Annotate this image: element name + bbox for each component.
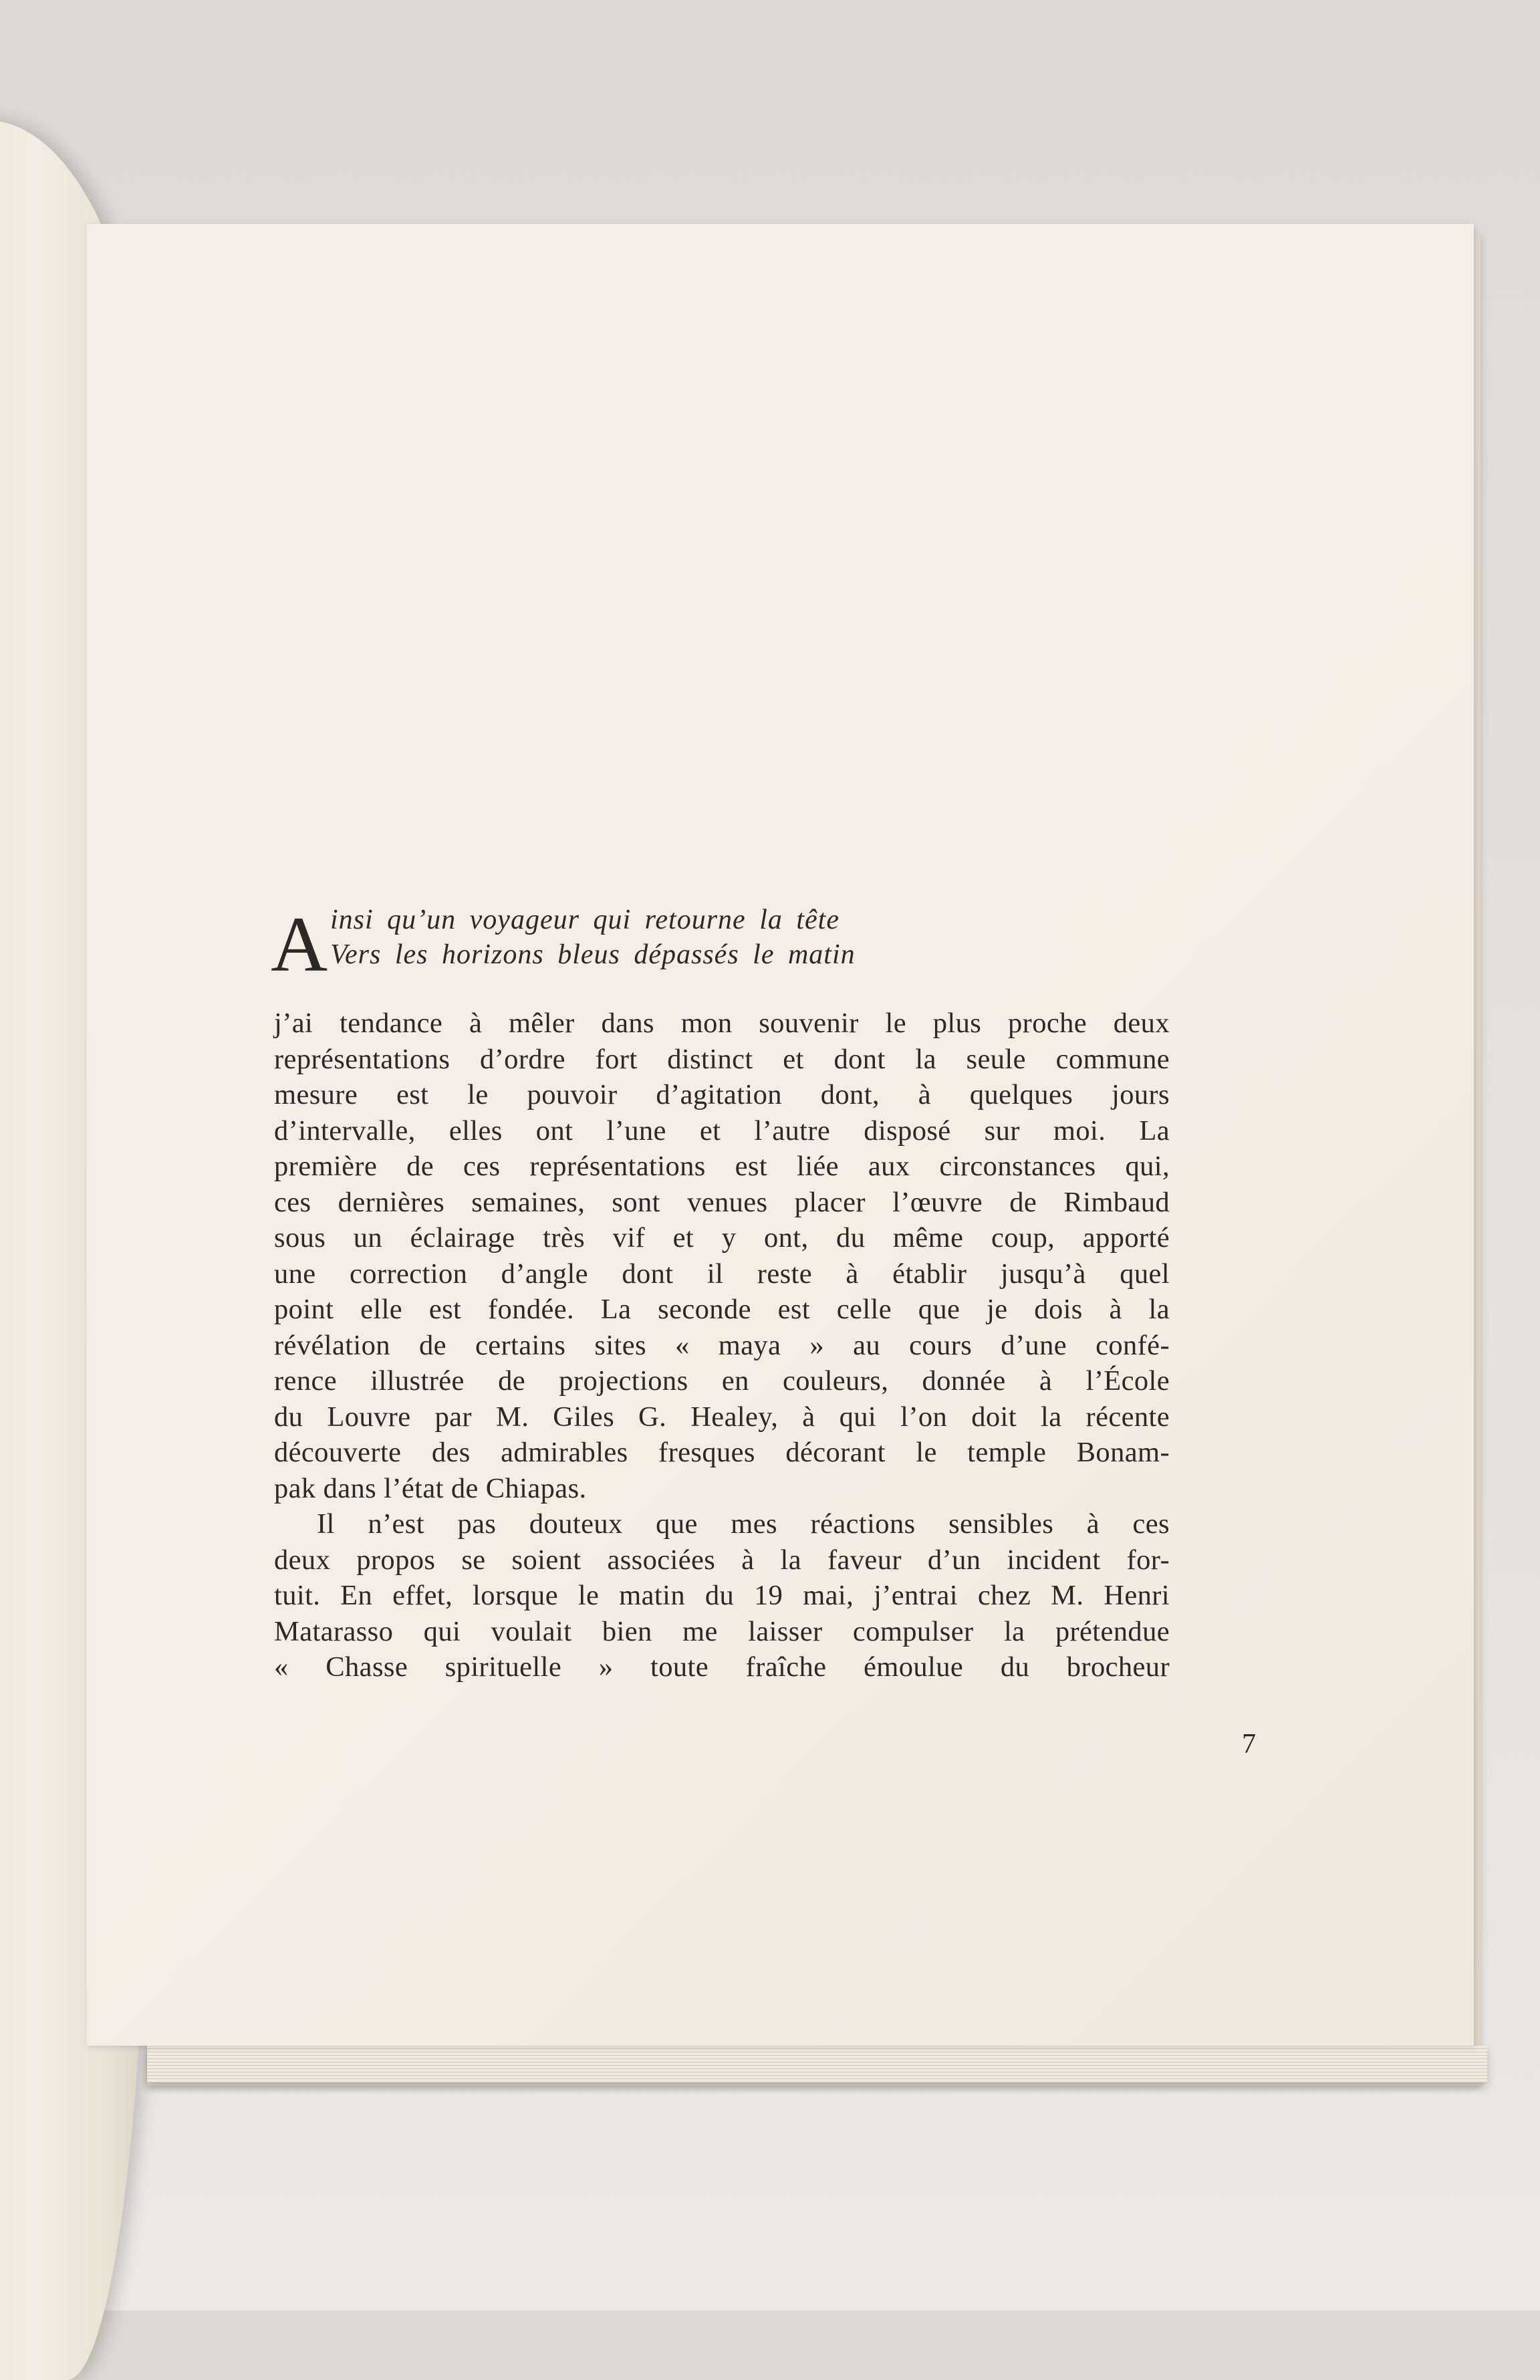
text-line: j’ai tendance à mêler dans mon souvenir le plus proche deux: [274, 1007, 1170, 1039]
epigraph: [271, 901, 1170, 988]
text-line: représentations d’ordre fort distinct et dont la seule commune: [274, 1043, 1170, 1075]
text-line: une correction d’angle dont il reste à établir jusqu’à quel: [274, 1258, 1170, 1290]
text-line: du Louvre par M. Giles G. Healey, à qui l’on doit la récente: [274, 1401, 1170, 1433]
text-line: d’intervalle, elles ont l’une et l’autre disposé sur moi. La: [274, 1114, 1170, 1147]
epigraph-line: insi qu’un voyageur qui retourne la tête: [330, 905, 840, 935]
book-page: [87, 224, 1474, 2046]
page-edges: [147, 2046, 1487, 2082]
text-line: révélation de certains sites « maya » au cours d’une confé-: [274, 1329, 1170, 1361]
text-line: rence illustrée de projections en couleurs, donnée à l’École: [274, 1365, 1170, 1397]
text-line: « Chasse spirituelle » toute fraîche émoulue du brocheur: [274, 1651, 1170, 1683]
text-line: Matarasso qui voulait bien me laisser compulser la prétendue: [274, 1615, 1170, 1647]
text-line: deux propos se soient associées à la faveur d’un incident for-: [274, 1544, 1170, 1576]
text-block: [271, 901, 1170, 1685]
epigraph-line: Vers les horizons bleus dépassés le matin: [330, 939, 856, 970]
page-number: 7: [1242, 1729, 1256, 1760]
drop-cap: A: [271, 901, 328, 988]
text-line: tuit. En effet, lorsque le matin du 19 mai, j’entrai chez M. Henri: [274, 1580, 1170, 1611]
text-line: sous un éclairage très vif et y ont, du même coup, apporté: [274, 1222, 1170, 1254]
text-line: ces dernières semaines, sont venues placer l’œuvre de Rimbaud: [274, 1186, 1170, 1218]
body-text: [274, 1005, 1170, 1685]
text-line: pak dans l’état de Chiapas.: [274, 1472, 587, 1504]
text-line: point elle est fondée. La seconde est celle que je dois à la: [274, 1294, 1170, 1325]
text-line: mesure est le pouvoir d’agitation dont, à quelques jours: [274, 1079, 1170, 1110]
text-line: Il n’est pas douteux que mes réactions sensibles à ces: [317, 1508, 1170, 1540]
text-line: découverte des admirables fresques décorant le temple Bonam-: [274, 1437, 1170, 1468]
text-line: première de ces représentations est liée aux circonstances qui,: [274, 1151, 1170, 1182]
